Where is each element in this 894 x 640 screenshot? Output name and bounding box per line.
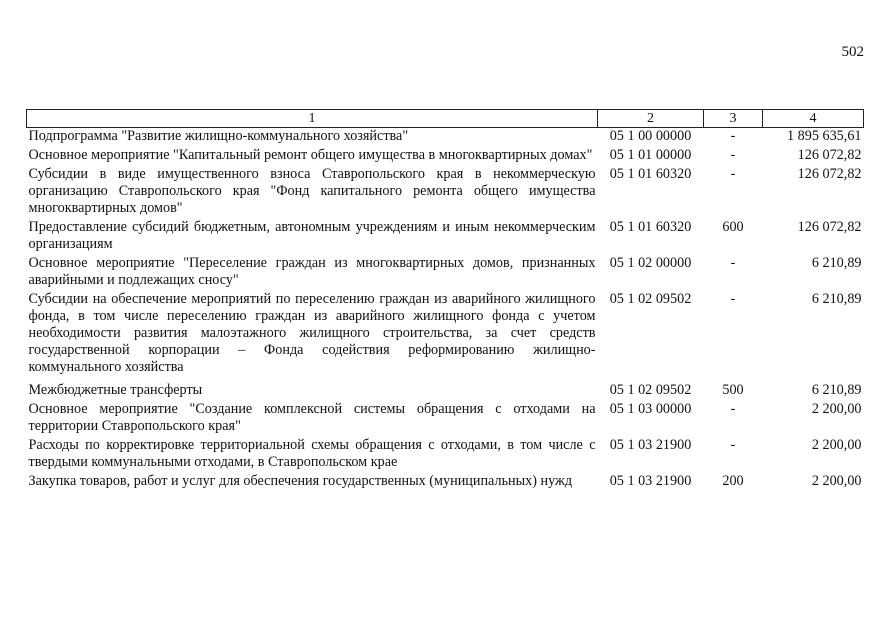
header-col-type: 3 xyxy=(704,110,763,128)
row-code: 05 1 03 21900 xyxy=(609,437,692,453)
row-type: - xyxy=(730,291,736,307)
row-sum: 126 072,82 xyxy=(797,166,862,182)
row-name: Межбюджетные трансферты xyxy=(28,382,203,398)
header-col-name: 1 xyxy=(27,110,598,128)
row-type: - xyxy=(730,401,736,417)
row-code: 05 1 03 21900 xyxy=(609,473,692,489)
row-name: Предоставление субсидий бюджетным, автономным учреждениям и иным некоммерческим организациям xyxy=(28,219,596,252)
row-type: - xyxy=(730,147,736,163)
row-sum: 6 210,89 xyxy=(811,382,862,398)
row-code: 05 1 02 09502 xyxy=(609,291,692,307)
row-name: Субсидии в виде имущественного взноса Ставропольского края в некоммерческую организацию Ставропольского края "Фонд капитального ремонта общего имущества многоквартирных домов" xyxy=(28,166,596,216)
row-name: Подпрограмма "Развитие жилищно-коммунального хозяйства" xyxy=(28,128,409,144)
budget-table xyxy=(26,109,864,492)
row-code: 05 1 01 60320 xyxy=(609,219,692,235)
row-sum: 126 072,82 xyxy=(797,147,862,163)
table-row xyxy=(27,473,864,492)
row-code: 05 1 02 00000 xyxy=(609,255,692,271)
table-row xyxy=(27,291,864,378)
row-sum: 2 200,00 xyxy=(811,401,862,417)
row-code: 05 1 01 60320 xyxy=(609,166,692,182)
row-sum: 1 895 635,61 xyxy=(787,128,862,144)
row-code: 05 1 01 00000 xyxy=(609,147,692,163)
table-row xyxy=(27,437,864,473)
table-row xyxy=(27,378,864,401)
row-name: Расходы по корректировке территориальной схемы обращения с отходами, в том числе с твердыми коммунальными отходами, в Ставропольском крае xyxy=(28,437,596,470)
row-name: Основное мероприятие "Создание комплексной системы обращения с отходами на территории Ставропольского края" xyxy=(28,401,596,434)
table-header-row xyxy=(27,110,864,128)
table-row xyxy=(27,219,864,255)
row-name: Субсидии на обеспечение мероприятий по переселению граждан из аварийного жилищного фонда, в том числе переселению граждан из аварийного жилищного фонда с учетом необходимости развития малоэтажного жилищного строительства, за счет средств государственной корпорации – Фонда содействия реформированию жилищно-коммунального хозяйства xyxy=(28,291,596,375)
table-row xyxy=(27,166,864,219)
page-number: 502 xyxy=(841,44,864,60)
row-sum: 2 200,00 xyxy=(811,437,862,453)
row-type: 500 xyxy=(722,382,744,398)
row-type: 200 xyxy=(722,473,744,489)
row-type: - xyxy=(730,255,736,271)
row-type: - xyxy=(730,166,736,182)
row-code: 05 1 02 09502 xyxy=(609,382,692,398)
row-type: 600 xyxy=(722,219,744,235)
row-name: Основное мероприятие "Переселение граждан из многоквартирных домов, признанных аварийными и подлежащих сносу" xyxy=(28,255,596,288)
row-type: - xyxy=(730,128,736,144)
row-sum: 2 200,00 xyxy=(811,473,862,489)
row-name: Закупка товаров, работ и услуг для обеспечения государственных (муниципальных) нужд xyxy=(28,473,573,489)
table-row xyxy=(27,147,864,166)
row-type: - xyxy=(730,437,736,453)
table-row xyxy=(27,401,864,437)
table-row xyxy=(27,255,864,291)
header-col-sum: 4 xyxy=(763,110,864,128)
row-sum: 126 072,82 xyxy=(797,219,862,235)
row-code: 05 1 00 00000 xyxy=(609,128,692,144)
table-row xyxy=(27,128,864,148)
row-sum: 6 210,89 xyxy=(811,291,862,307)
row-code: 05 1 03 00000 xyxy=(609,401,692,417)
row-sum: 6 210,89 xyxy=(811,255,862,271)
row-name: Основное мероприятие "Капитальный ремонт общего имущества в многоквартирных домах" xyxy=(28,147,593,163)
header-col-code: 2 xyxy=(598,110,704,128)
